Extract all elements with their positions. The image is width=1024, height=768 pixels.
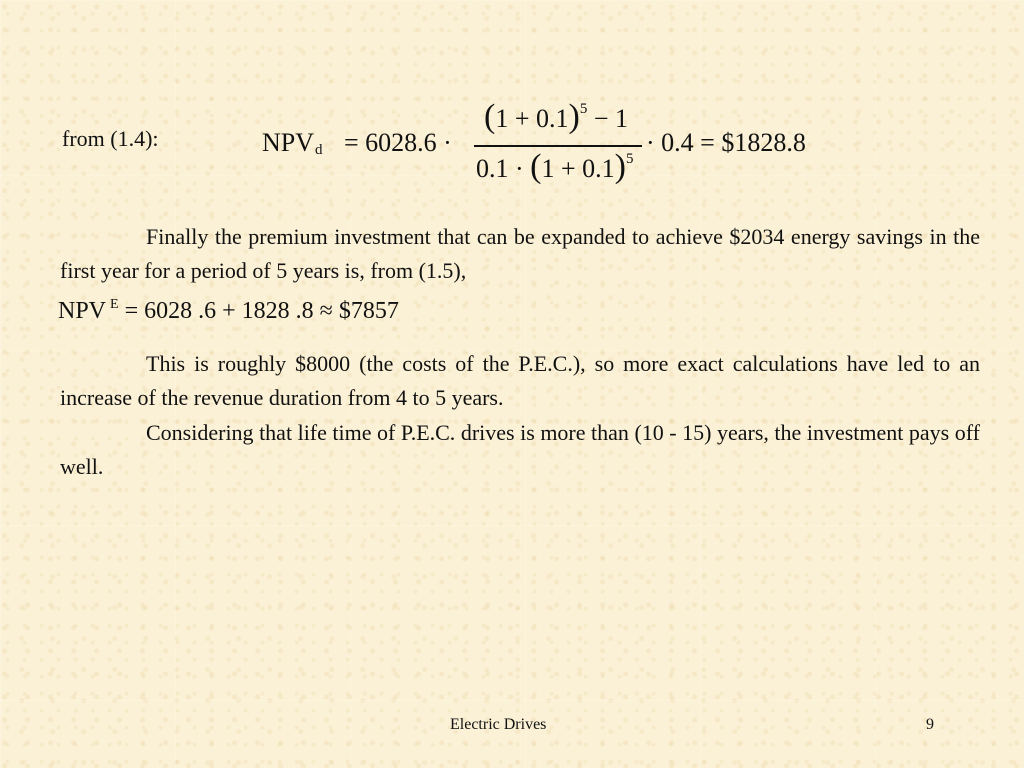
npv-d-equation xyxy=(262,100,862,190)
equation-rhs: · 0.4 = $1828.8 xyxy=(646,128,806,157)
fraction-denominator: $0.1 \cdot (1 + 0.1)^5$ xyxy=(476,148,634,185)
npv-e-superscript: E xyxy=(110,297,119,312)
fraction-numerator: $(1 + 0.1)^5 - 1$ xyxy=(484,98,628,135)
npv-subscript: d xyxy=(315,142,323,158)
page-number: 9 xyxy=(926,716,934,733)
paragraph-text: This is roughly $8000 (the costs of the P.E.C.), so more exact calculations have led to an increase of the revenue duration from 4 to 5 years. xyxy=(60,351,980,410)
numerator-minus-one: − 1 xyxy=(593,104,628,133)
paragraph-text: Finally the premium investment that can be expanded to achieve $2034 energy savings in the first year for a period of 5 years is, from (1.5), xyxy=(60,224,980,283)
npv-text: NPV xyxy=(262,128,315,157)
denominator-exponent: 5 xyxy=(626,151,634,167)
paragraph-roughly-8000 xyxy=(60,347,980,415)
fraction xyxy=(474,100,642,190)
npv-d-symbol xyxy=(262,128,323,159)
from-label: from (1.4): xyxy=(62,126,159,151)
numerator-base: 1 + 0.1 xyxy=(495,104,569,133)
fraction-bar xyxy=(474,145,642,147)
paragraph-premium-investment xyxy=(60,220,980,288)
npv-e-symbol: NPV xyxy=(58,298,107,324)
denominator-base: 1 + 0.1 xyxy=(541,154,615,183)
npv-e-equation xyxy=(58,297,399,325)
footer-title: Electric Drives xyxy=(450,716,547,733)
numerator-exponent: 5 xyxy=(579,101,588,117)
npv-e-rhs: = 6028 .6 + 1828 .8 ≈ $7857 xyxy=(124,298,399,324)
denominator-factor: 0.1 · xyxy=(476,154,524,183)
paragraph-conclusion xyxy=(60,416,980,484)
equation-lhs: = 6028.6 · xyxy=(344,128,452,157)
paragraph-text: Considering that life time of P.E.C. drives is more than (10 - 15) years, the investment pays off well. xyxy=(60,420,980,479)
